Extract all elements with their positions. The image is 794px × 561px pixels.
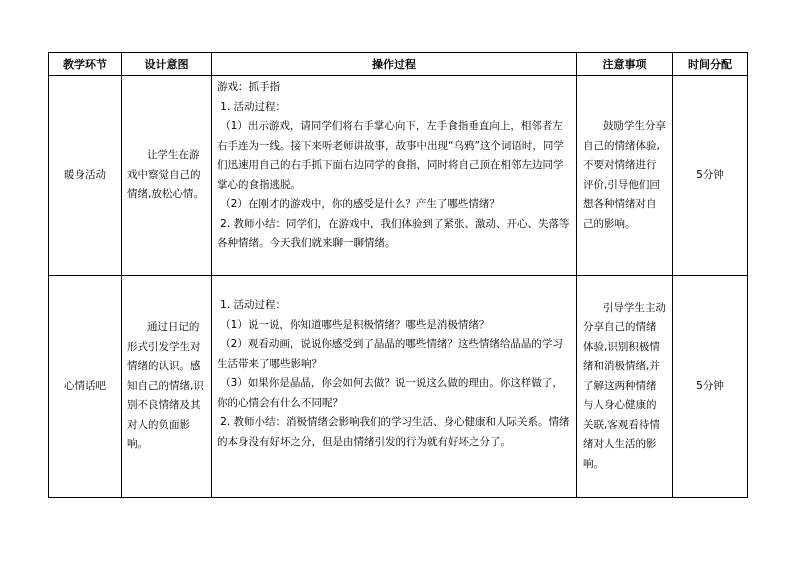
process-line: 2. 教师小结：同学们，在游戏中，我们体验到了紧张、激动、开心、失落等各种情绪。今天我们就来聊一聊情绪。 [217,217,570,249]
process-line: 1. 活动过程： [220,299,286,311]
process-line: （2）观看动画，说说你感受到了晶晶的哪些情绪？这些情绪给晶晶的学习生活带来了哪些影响？ [217,338,563,370]
notes-cell: 引导学生主动分享自己的情绪体验,识别积极情绪和消极情绪,并了解这两种情绪与人身心健康的关联,客观看待情绪对人生活的影响。 [577,276,673,498]
process-line: 1. 活动过程： [220,100,286,113]
process-line: （1）说一说，你知道哪些是积极情绪？哪些是消极情绪？ [220,318,490,331]
header-purpose: 设计意图 [122,53,212,76]
process-cell [212,276,577,498]
table-header-row [49,53,748,76]
process-line: 游戏：抓手指 [217,81,280,93]
notes-cell: 鼓励学生分享自己的情绪体验,不要对情绪进行评价,引导他们回想各种情绪对自己的影响。 [577,76,673,276]
process-line: （2）在刚才的游戏中，你的感受是什么？产生了哪些情绪？ [220,198,500,210]
process-line: （3）如果你是晶晶，你会如何去做？说一说这么做的理由。你这样做了，你的心情会有什么不同呢？ [217,377,563,409]
process-cell [212,76,577,276]
table-row [49,276,748,498]
time-cell: 5分钟 [673,76,748,276]
header-notes: 注意事项 [577,53,673,76]
time-cell: 5分钟 [673,276,748,498]
header-stage: 教学环节 [49,53,122,76]
stage-cell: 心情话吧 [49,276,122,498]
header-process: 操作过程 [212,53,577,76]
table-row [49,76,748,276]
stage-cell: 暖身活动 [49,76,122,276]
purpose-cell: 让学生在游戏中察觉自己的情绪,放松心情。 [122,76,212,276]
process-line: （1）出示游戏，请同学们将右手掌心向下，左手食指垂直向上，相邻者左右手连为一线。接下来听老师讲故事，故事中出现“乌鸦”这个词语时，同学们迅速用自己的右手抓下面右边同学的食指，同时将自己顶在相邻左边同学掌心的食指逃脱。 [217,120,564,191]
header-time: 时间分配 [673,53,748,76]
process-line: 2. 教师小结：消极情绪会影响我们的学习生活、身心健康和人际关系。情绪的本身没有好坏之分，但是由情绪引发的行为就有好坏之分了。 [217,416,570,448]
lesson-plan-table [48,52,748,498]
purpose-cell: 通过日记的形式引发学生对情绪的认识。感知自己的情绪,识别不良情绪及其对人的负面影响。 [122,276,212,498]
